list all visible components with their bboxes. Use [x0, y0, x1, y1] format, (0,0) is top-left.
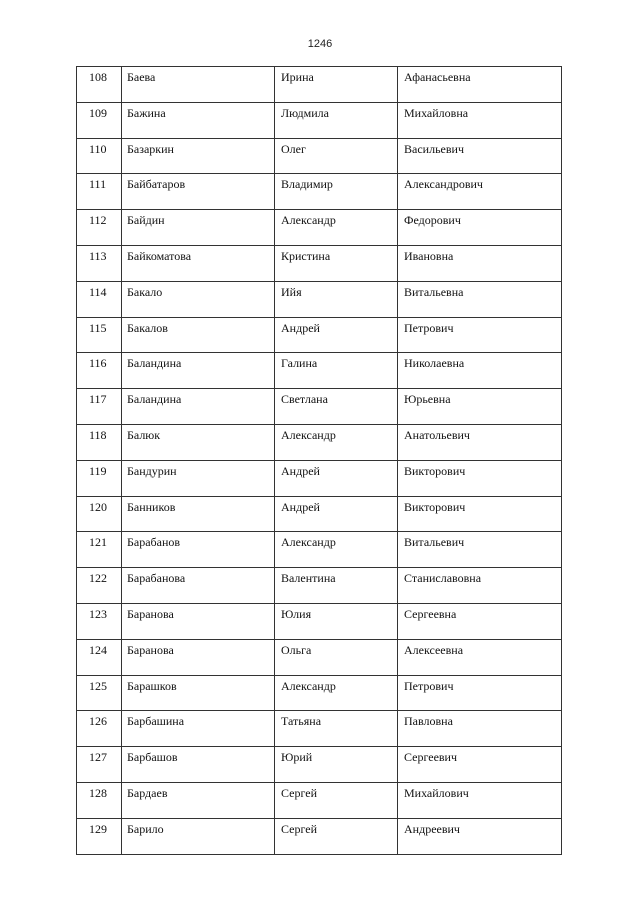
first-name-cell: [275, 389, 398, 425]
patronymic-cell-text: Михайловна: [404, 105, 469, 120]
last-name-cell-text: Бакалов: [127, 320, 168, 335]
first-name-cell-text: Андрей: [281, 320, 320, 335]
first-name-cell-text: Андрей: [281, 499, 320, 514]
table-row: [77, 210, 562, 246]
first-name-cell: [275, 603, 398, 639]
table-row: [77, 281, 562, 317]
patronymic-cell: [398, 138, 562, 174]
first-name-cell: [275, 460, 398, 496]
row-number-cell: [77, 818, 122, 854]
patronymic-cell-text: Федорович: [404, 213, 461, 228]
last-name-cell-text: Барашков: [127, 678, 177, 693]
first-name-cell: [275, 711, 398, 747]
last-name-cell: [122, 782, 275, 818]
patronymic-cell: [398, 317, 562, 353]
row-number-cell-text: 128: [89, 785, 107, 800]
last-name-cell-text: Байдин: [127, 213, 165, 228]
first-name-cell-text: Александр: [281, 213, 336, 228]
last-name-cell: [122, 639, 275, 675]
patronymic-cell-text: Сергеевич: [404, 750, 458, 765]
row-number-cell-text: 127: [89, 750, 107, 765]
row-number-cell: [77, 389, 122, 425]
last-name-cell-text: Баранова: [127, 642, 174, 657]
table-row: [77, 245, 562, 281]
patronymic-cell: [398, 102, 562, 138]
last-name-cell: [122, 711, 275, 747]
patronymic-cell: [398, 424, 562, 460]
row-number-cell: [77, 639, 122, 675]
patronymic-cell: [398, 711, 562, 747]
first-name-cell-text: Олег: [281, 141, 306, 156]
last-name-cell-text: Бардаев: [127, 785, 168, 800]
row-number-cell-text: 110: [89, 141, 107, 156]
patronymic-cell: [398, 245, 562, 281]
row-number-cell: [77, 603, 122, 639]
table-row: [77, 782, 562, 818]
last-name-cell: [122, 389, 275, 425]
first-name-cell-text: Сергей: [281, 785, 317, 800]
patronymic-cell: [398, 639, 562, 675]
page-number: 1246: [307, 38, 333, 50]
first-name-cell: [275, 245, 398, 281]
last-name-cell-text: Барбашов: [127, 750, 178, 765]
last-name-cell-text: Байкоматова: [127, 248, 192, 263]
patronymic-cell-text: Ивановна: [404, 248, 454, 263]
last-name-cell: [122, 532, 275, 568]
row-number-cell-text: 125: [89, 678, 107, 693]
last-name-cell: [122, 460, 275, 496]
last-name-cell: [122, 353, 275, 389]
last-name-cell-text: Бажина: [127, 105, 166, 120]
row-number-cell: [77, 460, 122, 496]
first-name-cell-text: Валентина: [281, 571, 336, 586]
first-name-cell-text: Юрий: [281, 750, 313, 765]
row-number-cell-text: 121: [89, 535, 107, 550]
first-name-cell: [275, 174, 398, 210]
patronymic-cell-text: Сергеевна: [404, 606, 457, 621]
last-name-cell-text: Баландина: [127, 356, 182, 371]
first-name-cell-text: Сергей: [281, 821, 317, 836]
row-number-cell-text: 111: [89, 177, 107, 192]
row-number-cell-text: 124: [89, 642, 107, 657]
patronymic-cell-text: Александрович: [404, 177, 483, 192]
first-name-cell: [275, 747, 398, 783]
first-name-cell: [275, 818, 398, 854]
row-number-cell: [77, 747, 122, 783]
first-name-cell: [275, 210, 398, 246]
patronymic-cell: [398, 675, 562, 711]
roster-table: [76, 66, 562, 855]
last-name-cell: [122, 747, 275, 783]
table-row: [77, 102, 562, 138]
table-row: [77, 460, 562, 496]
table-row: [77, 317, 562, 353]
first-name-cell-text: Светлана: [281, 392, 328, 407]
last-name-cell-text: Баева: [127, 70, 156, 84]
last-name-cell: [122, 603, 275, 639]
row-number-cell-text: 115: [89, 320, 107, 335]
patronymic-cell-text: Николаевна: [404, 356, 465, 371]
row-number-cell-text: 120: [89, 499, 107, 514]
first-name-cell-text: Ийя: [281, 284, 302, 299]
table-row: [77, 424, 562, 460]
patronymic-cell-text: Андреевич: [404, 821, 460, 836]
row-number-cell-text: 113: [89, 248, 107, 263]
table-row: [77, 67, 562, 103]
last-name-cell: [122, 245, 275, 281]
table-row: [77, 568, 562, 604]
patronymic-cell: [398, 532, 562, 568]
row-number-cell-text: 122: [89, 571, 107, 586]
first-name-cell-text: Александр: [281, 678, 336, 693]
last-name-cell: [122, 317, 275, 353]
first-name-cell: [275, 138, 398, 174]
row-number-cell-text: 109: [89, 105, 107, 120]
last-name-cell: [122, 174, 275, 210]
patronymic-cell-text: Витальевна: [404, 284, 464, 299]
last-name-cell-text: Бакало: [127, 284, 163, 299]
first-name-cell-text: Владимир: [281, 177, 333, 192]
table-row: [77, 138, 562, 174]
patronymic-cell-text: Михайлович: [404, 785, 469, 800]
first-name-cell: [275, 424, 398, 460]
row-number-cell: [77, 281, 122, 317]
patronymic-cell-text: Станиславовна: [404, 571, 482, 586]
row-number-cell: [77, 317, 122, 353]
first-name-cell-text: Кристина: [281, 248, 331, 263]
patronymic-cell: [398, 210, 562, 246]
row-number-cell: [77, 711, 122, 747]
first-name-cell: [275, 67, 398, 103]
first-name-cell: [275, 782, 398, 818]
row-number-cell-text: 119: [89, 463, 107, 478]
first-name-cell-text: Ольга: [281, 642, 312, 657]
last-name-cell-text: Барабанова: [127, 571, 186, 586]
row-number-cell: [77, 245, 122, 281]
table-row: [77, 174, 562, 210]
patronymic-cell: [398, 747, 562, 783]
last-name-cell: [122, 281, 275, 317]
first-name-cell-text: Ирина: [281, 70, 314, 84]
patronymic-cell-text: Алексеевна: [404, 642, 464, 657]
patronymic-cell: [398, 460, 562, 496]
first-name-cell: [275, 532, 398, 568]
row-number-cell-text: 129: [89, 821, 107, 836]
last-name-cell-text: Байбатаров: [127, 177, 186, 192]
first-name-cell: [275, 675, 398, 711]
row-number-cell-text: 126: [89, 714, 107, 729]
table-row: [77, 496, 562, 532]
first-name-cell-text: Александр: [281, 535, 336, 550]
first-name-cell-text: Юлия: [281, 606, 312, 621]
row-number-cell: [77, 174, 122, 210]
first-name-cell: [275, 102, 398, 138]
first-name-cell: [275, 317, 398, 353]
last-name-cell-text: Бандурин: [127, 463, 177, 478]
table-row: [77, 675, 562, 711]
patronymic-cell: [398, 389, 562, 425]
first-name-cell-text: Людмила: [281, 105, 329, 120]
last-name-cell-text: Базаркин: [127, 141, 174, 156]
table-row: [77, 603, 562, 639]
last-name-cell: [122, 138, 275, 174]
table-row: [77, 389, 562, 425]
last-name-cell: [122, 67, 275, 103]
row-number-cell-text: 118: [89, 427, 107, 442]
patronymic-cell: [398, 818, 562, 854]
row-number-cell-text: 123: [89, 606, 107, 621]
last-name-cell-text: Балюк: [127, 427, 161, 442]
last-name-cell: [122, 675, 275, 711]
table-row: [77, 818, 562, 854]
patronymic-cell-text: Петрович: [404, 678, 454, 693]
first-name-cell-text: Галина: [281, 356, 318, 371]
last-name-cell: [122, 210, 275, 246]
table-row: [77, 639, 562, 675]
patronymic-cell: [398, 281, 562, 317]
row-number-cell-text: 116: [89, 356, 107, 371]
last-name-cell-text: Баландина: [127, 392, 182, 407]
first-name-cell-text: Александр: [281, 427, 336, 442]
patronymic-cell-text: Викторович: [404, 463, 466, 478]
patronymic-cell-text: Викторович: [404, 499, 466, 514]
row-number-cell: [77, 532, 122, 568]
last-name-cell: [122, 424, 275, 460]
last-name-cell: [122, 568, 275, 604]
row-number-cell: [77, 67, 122, 103]
first-name-cell: [275, 496, 398, 532]
patronymic-cell-text: Павловна: [404, 714, 453, 729]
row-number-cell: [77, 496, 122, 532]
patronymic-cell-text: Юрьевна: [404, 392, 451, 407]
row-number-cell: [77, 102, 122, 138]
last-name-cell-text: Баранова: [127, 606, 174, 621]
last-name-cell: [122, 102, 275, 138]
table-row: [77, 711, 562, 747]
table-row: [77, 353, 562, 389]
row-number-cell-text: 117: [89, 392, 107, 407]
patronymic-cell: [398, 174, 562, 210]
patronymic-cell: [398, 67, 562, 103]
patronymic-cell: [398, 568, 562, 604]
patronymic-cell-text: Афанасьевна: [404, 70, 471, 84]
row-number-cell: [77, 424, 122, 460]
patronymic-cell-text: Анатольевич: [404, 427, 470, 442]
first-name-cell: [275, 568, 398, 604]
last-name-cell: [122, 818, 275, 854]
last-name-cell-text: Барабанов: [127, 535, 181, 550]
row-number-cell-text: 108: [89, 70, 107, 84]
patronymic-cell-text: Петрович: [404, 320, 454, 335]
row-number-cell: [77, 353, 122, 389]
row-number-cell: [77, 210, 122, 246]
table-row: [77, 532, 562, 568]
patronymic-cell-text: Васильевич: [404, 141, 464, 156]
row-number-cell: [77, 782, 122, 818]
row-number-cell-text: 112: [89, 213, 107, 228]
row-number-cell: [77, 138, 122, 174]
row-number-cell-text: 114: [89, 284, 107, 299]
first-name-cell: [275, 353, 398, 389]
table-row: [77, 747, 562, 783]
first-name-cell: [275, 281, 398, 317]
last-name-cell: [122, 496, 275, 532]
patronymic-cell: [398, 782, 562, 818]
roster-table-body: [77, 67, 562, 855]
last-name-cell-text: Банников: [127, 499, 176, 514]
row-number-cell: [77, 675, 122, 711]
first-name-cell-text: Андрей: [281, 463, 320, 478]
first-name-cell-text: Татьяна: [281, 714, 322, 729]
patronymic-cell: [398, 603, 562, 639]
patronymic-cell: [398, 496, 562, 532]
patronymic-cell: [398, 353, 562, 389]
last-name-cell-text: Барбашина: [127, 714, 185, 729]
first-name-cell: [275, 639, 398, 675]
row-number-cell: [77, 568, 122, 604]
last-name-cell-text: Барило: [127, 821, 164, 836]
patronymic-cell-text: Витальевич: [404, 535, 465, 550]
